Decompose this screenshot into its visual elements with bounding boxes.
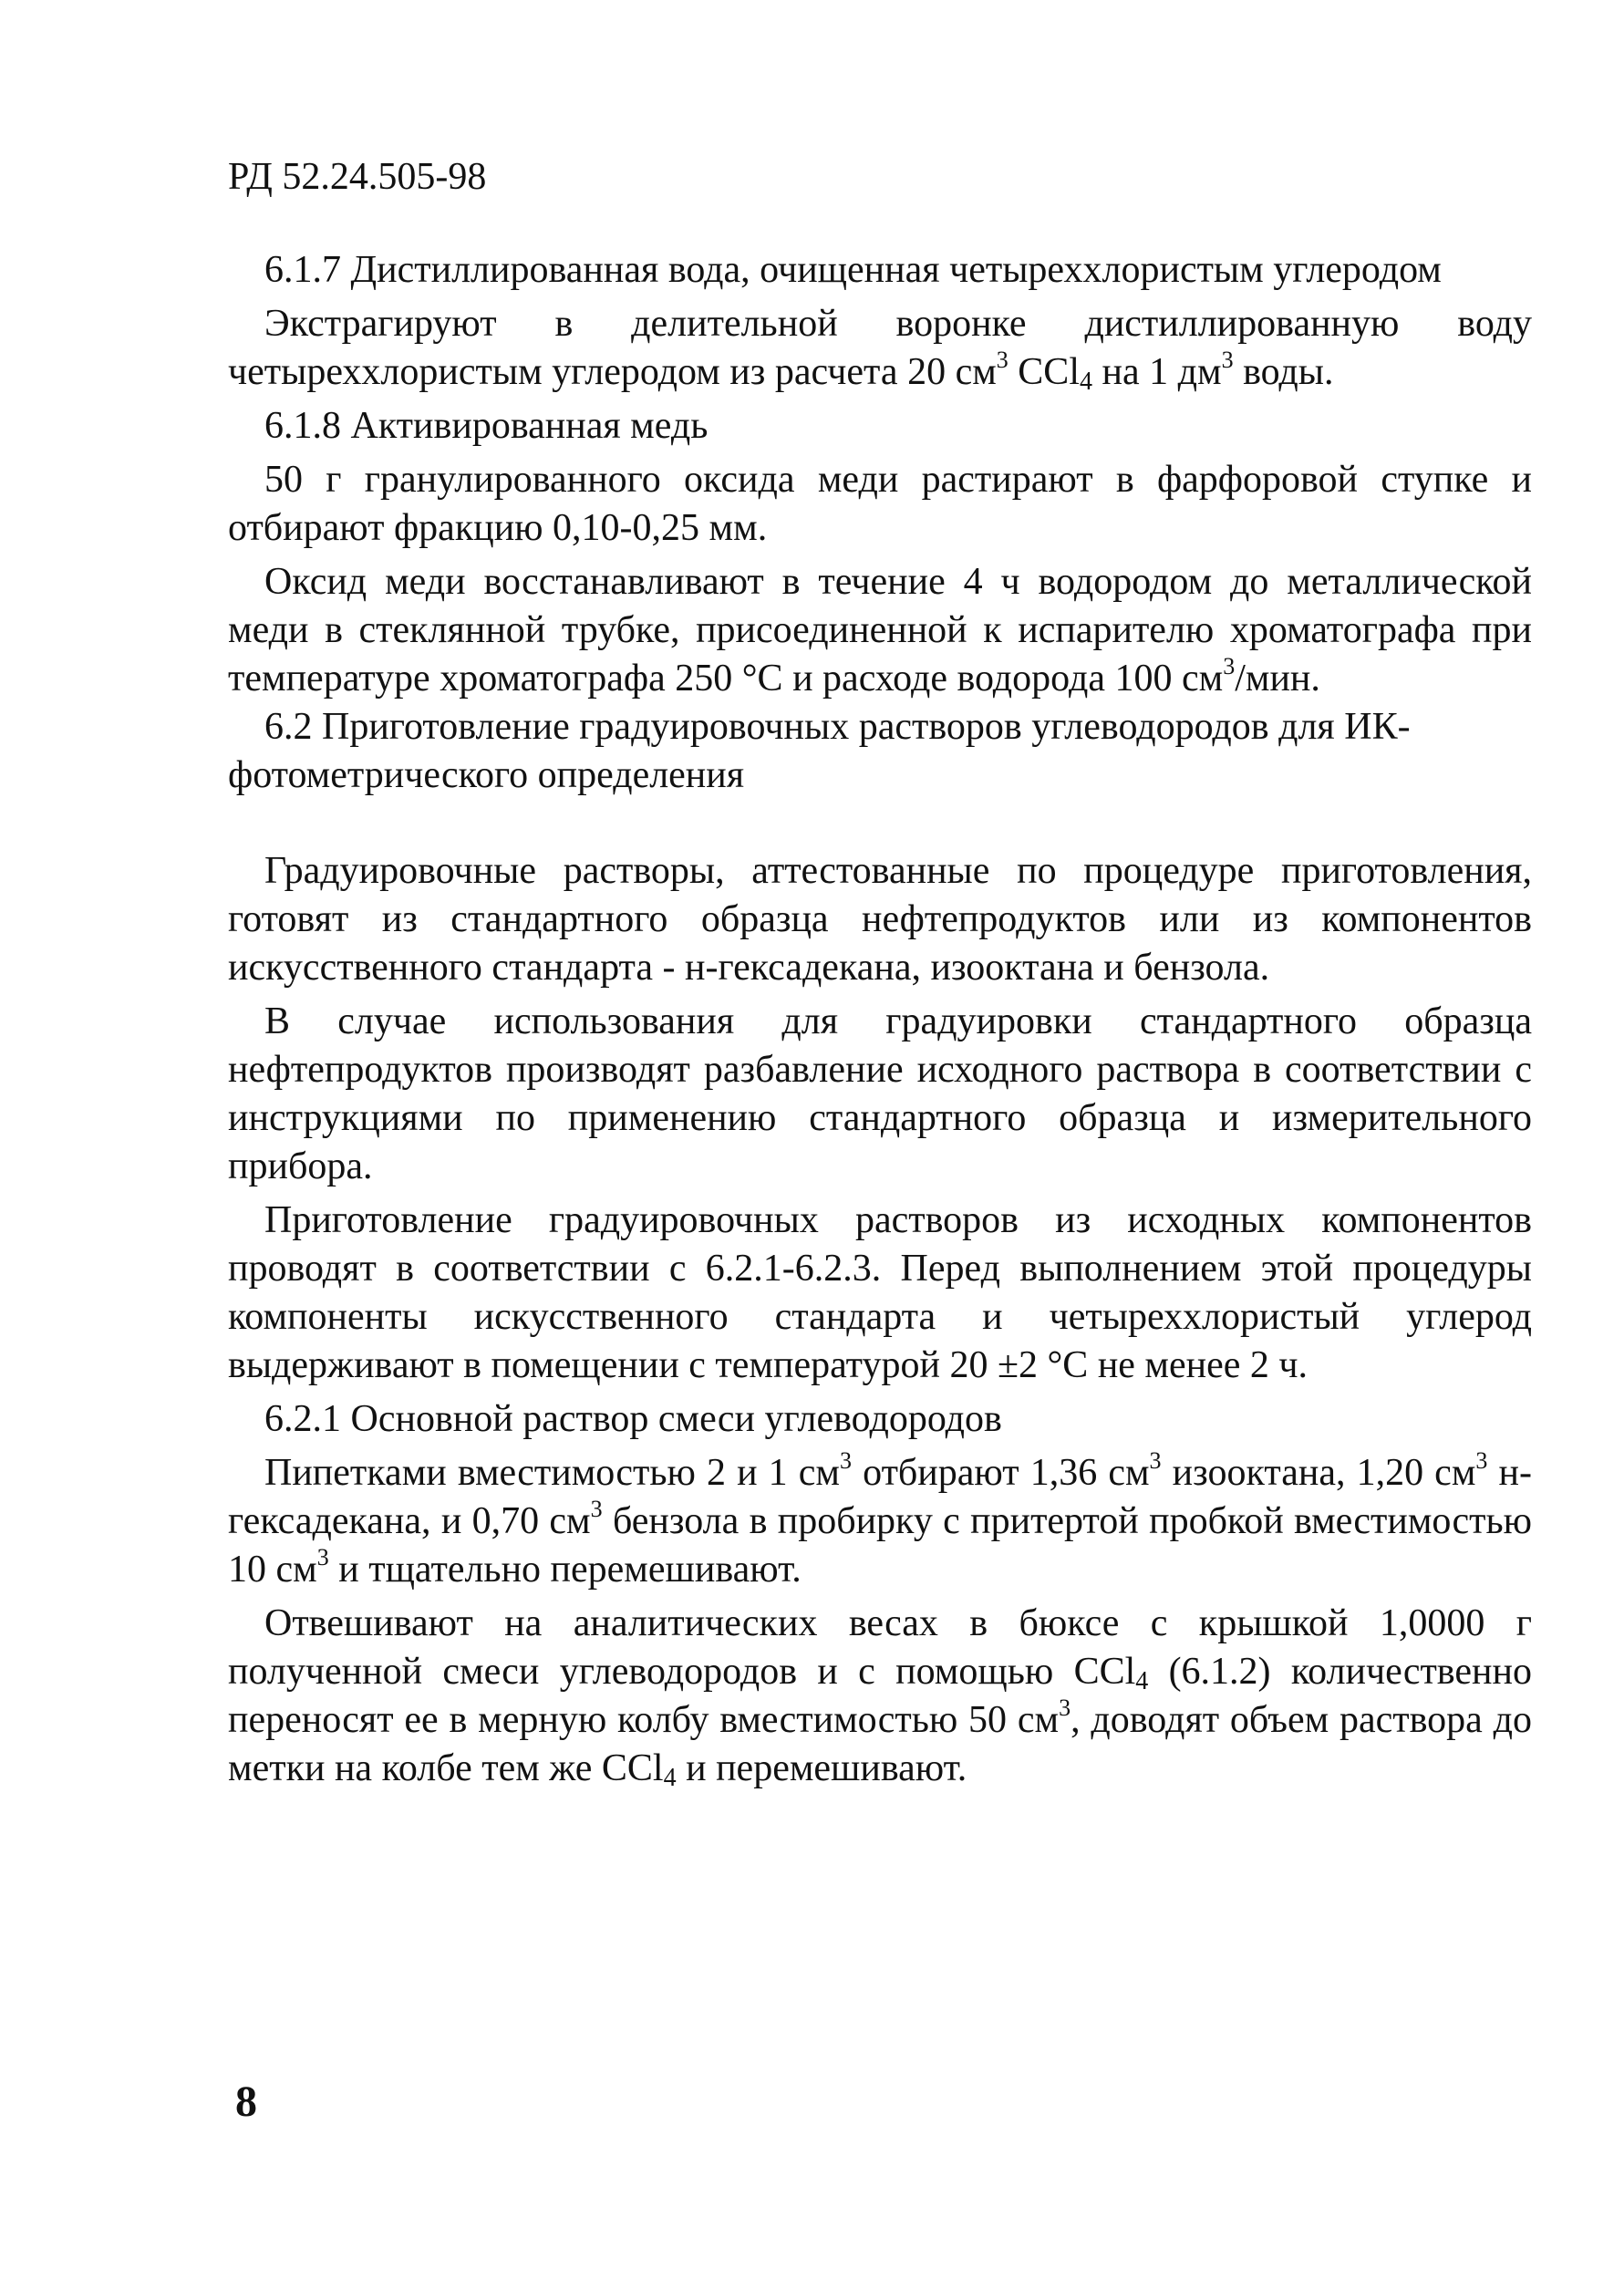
- text-run: отбирают 1,36 см: [852, 1452, 1150, 1494]
- text-run: бензола в пробирку с притертой пробкой вместимостью 10 см: [228, 1500, 1532, 1591]
- superscript: 3: [1059, 1694, 1071, 1721]
- text-run: н-гексадекана, и 0,70 см: [228, 1452, 1532, 1542]
- document-body: [228, 246, 1532, 1793]
- text-run: и перемешивают.: [676, 1747, 967, 1789]
- text-run: на 1 дм: [1092, 351, 1222, 393]
- section-6-1-7-paragraph: [228, 300, 1532, 397]
- superscript: 3: [1149, 1447, 1162, 1474]
- text-run: Пипетками вместимостью 2 и 1 см: [264, 1452, 841, 1494]
- text-run: (6.1.2) количественно переносят ее в мерную колбу вместимостью 50 см: [228, 1651, 1532, 1741]
- section-6-2-title: 6.2 Приготовление градуировочных растворов углеводородов для ИК-фотометрического определения: [228, 706, 1411, 796]
- text-run: изооктана, 1,20 см: [1161, 1452, 1476, 1494]
- subscript: 4: [1135, 1667, 1149, 1695]
- section-6-1-8-title: 6.1.8 Активированная медь: [264, 405, 709, 447]
- text-run: Оксид меди восстанавливают в течение 4 ч водородом до металлической меди в стеклянной трубке, присоединенной к испарителю хроматографа при температуре хроматографа 250 °C и расходе водорода 100 см: [228, 561, 1532, 700]
- superscript: 3: [840, 1447, 853, 1474]
- superscript: 3: [316, 1544, 329, 1570]
- section-6-1-8-paragraph-2: [228, 558, 1532, 703]
- section-6-2-1-paragraph-1: [228, 1449, 1532, 1594]
- section-6-1-7-title: 6.1.7 Дистиллированная вода, очищенная четыреххлористым углеродом: [264, 249, 1442, 291]
- superscript: 3: [1221, 347, 1234, 373]
- text-run: Отвешивают на аналитических весах в бюксе с крышкой 1,0000 г полученной смеси углеводородов и с помощью CCl: [228, 1602, 1532, 1693]
- text-run: CCl: [1008, 351, 1080, 393]
- text-run: Экстрагируют в делительной воронке дистиллированную воду четыреххлористым углеродом из расчета 20 см: [228, 303, 1532, 393]
- section-6-2-1-title: 6.2.1 Основной раствор смеси углеводородов: [264, 1398, 1002, 1440]
- section-6-1-8-paragraph-1: 50 г гранулированного оксида меди растирают в фарфоровой ступке и отбирают фракцию 0,10-0,25 мм.: [228, 459, 1532, 549]
- section-6-2-paragraph-1: Градуировочные растворы, аттестованные по процедуре приготовления, готовят из стандартного образца нефтепродуктов или из компонентов искусственного стандарта - н-гексадекана, изооктана и бензола.: [228, 850, 1532, 989]
- subscript: 4: [1080, 368, 1092, 396]
- superscript: 3: [1223, 653, 1236, 679]
- text-run: , доводят объем раствора до метки на колбе тем же CCl: [228, 1699, 1532, 1789]
- superscript: 3: [996, 347, 1009, 373]
- section-6-2-1-paragraph-2: [228, 1600, 1532, 1793]
- document-code: РД 52.24.505-98: [228, 156, 487, 198]
- superscript: 3: [1475, 1447, 1488, 1474]
- text-run: воды.: [1233, 351, 1334, 393]
- text-run: /мин.: [1235, 658, 1320, 700]
- page-number: 8: [235, 2078, 257, 2126]
- section-6-2-paragraph-3: Приготовление градуировочных растворов из исходных компонентов проводят в соответствии с 6.2.1-6.2.3. Перед выполнением этой процедуры компоненты искусственного стандарта и четыреххлористый углерод выдерживают в помещении с температурой 20 ±2 °C не менее 2 ч.: [228, 1199, 1532, 1386]
- text-run: и тщательно перемешивают.: [328, 1549, 802, 1591]
- subscript: 4: [663, 1764, 677, 1792]
- section-6-2-paragraph-2: В случае использования для градуировки стандартного образца нефтепродуктов производят разбавление исходного раствора в соответствии с инструкциями по применению стандартного образца и измерительного прибора.: [228, 1000, 1532, 1187]
- superscript: 3: [590, 1496, 603, 1522]
